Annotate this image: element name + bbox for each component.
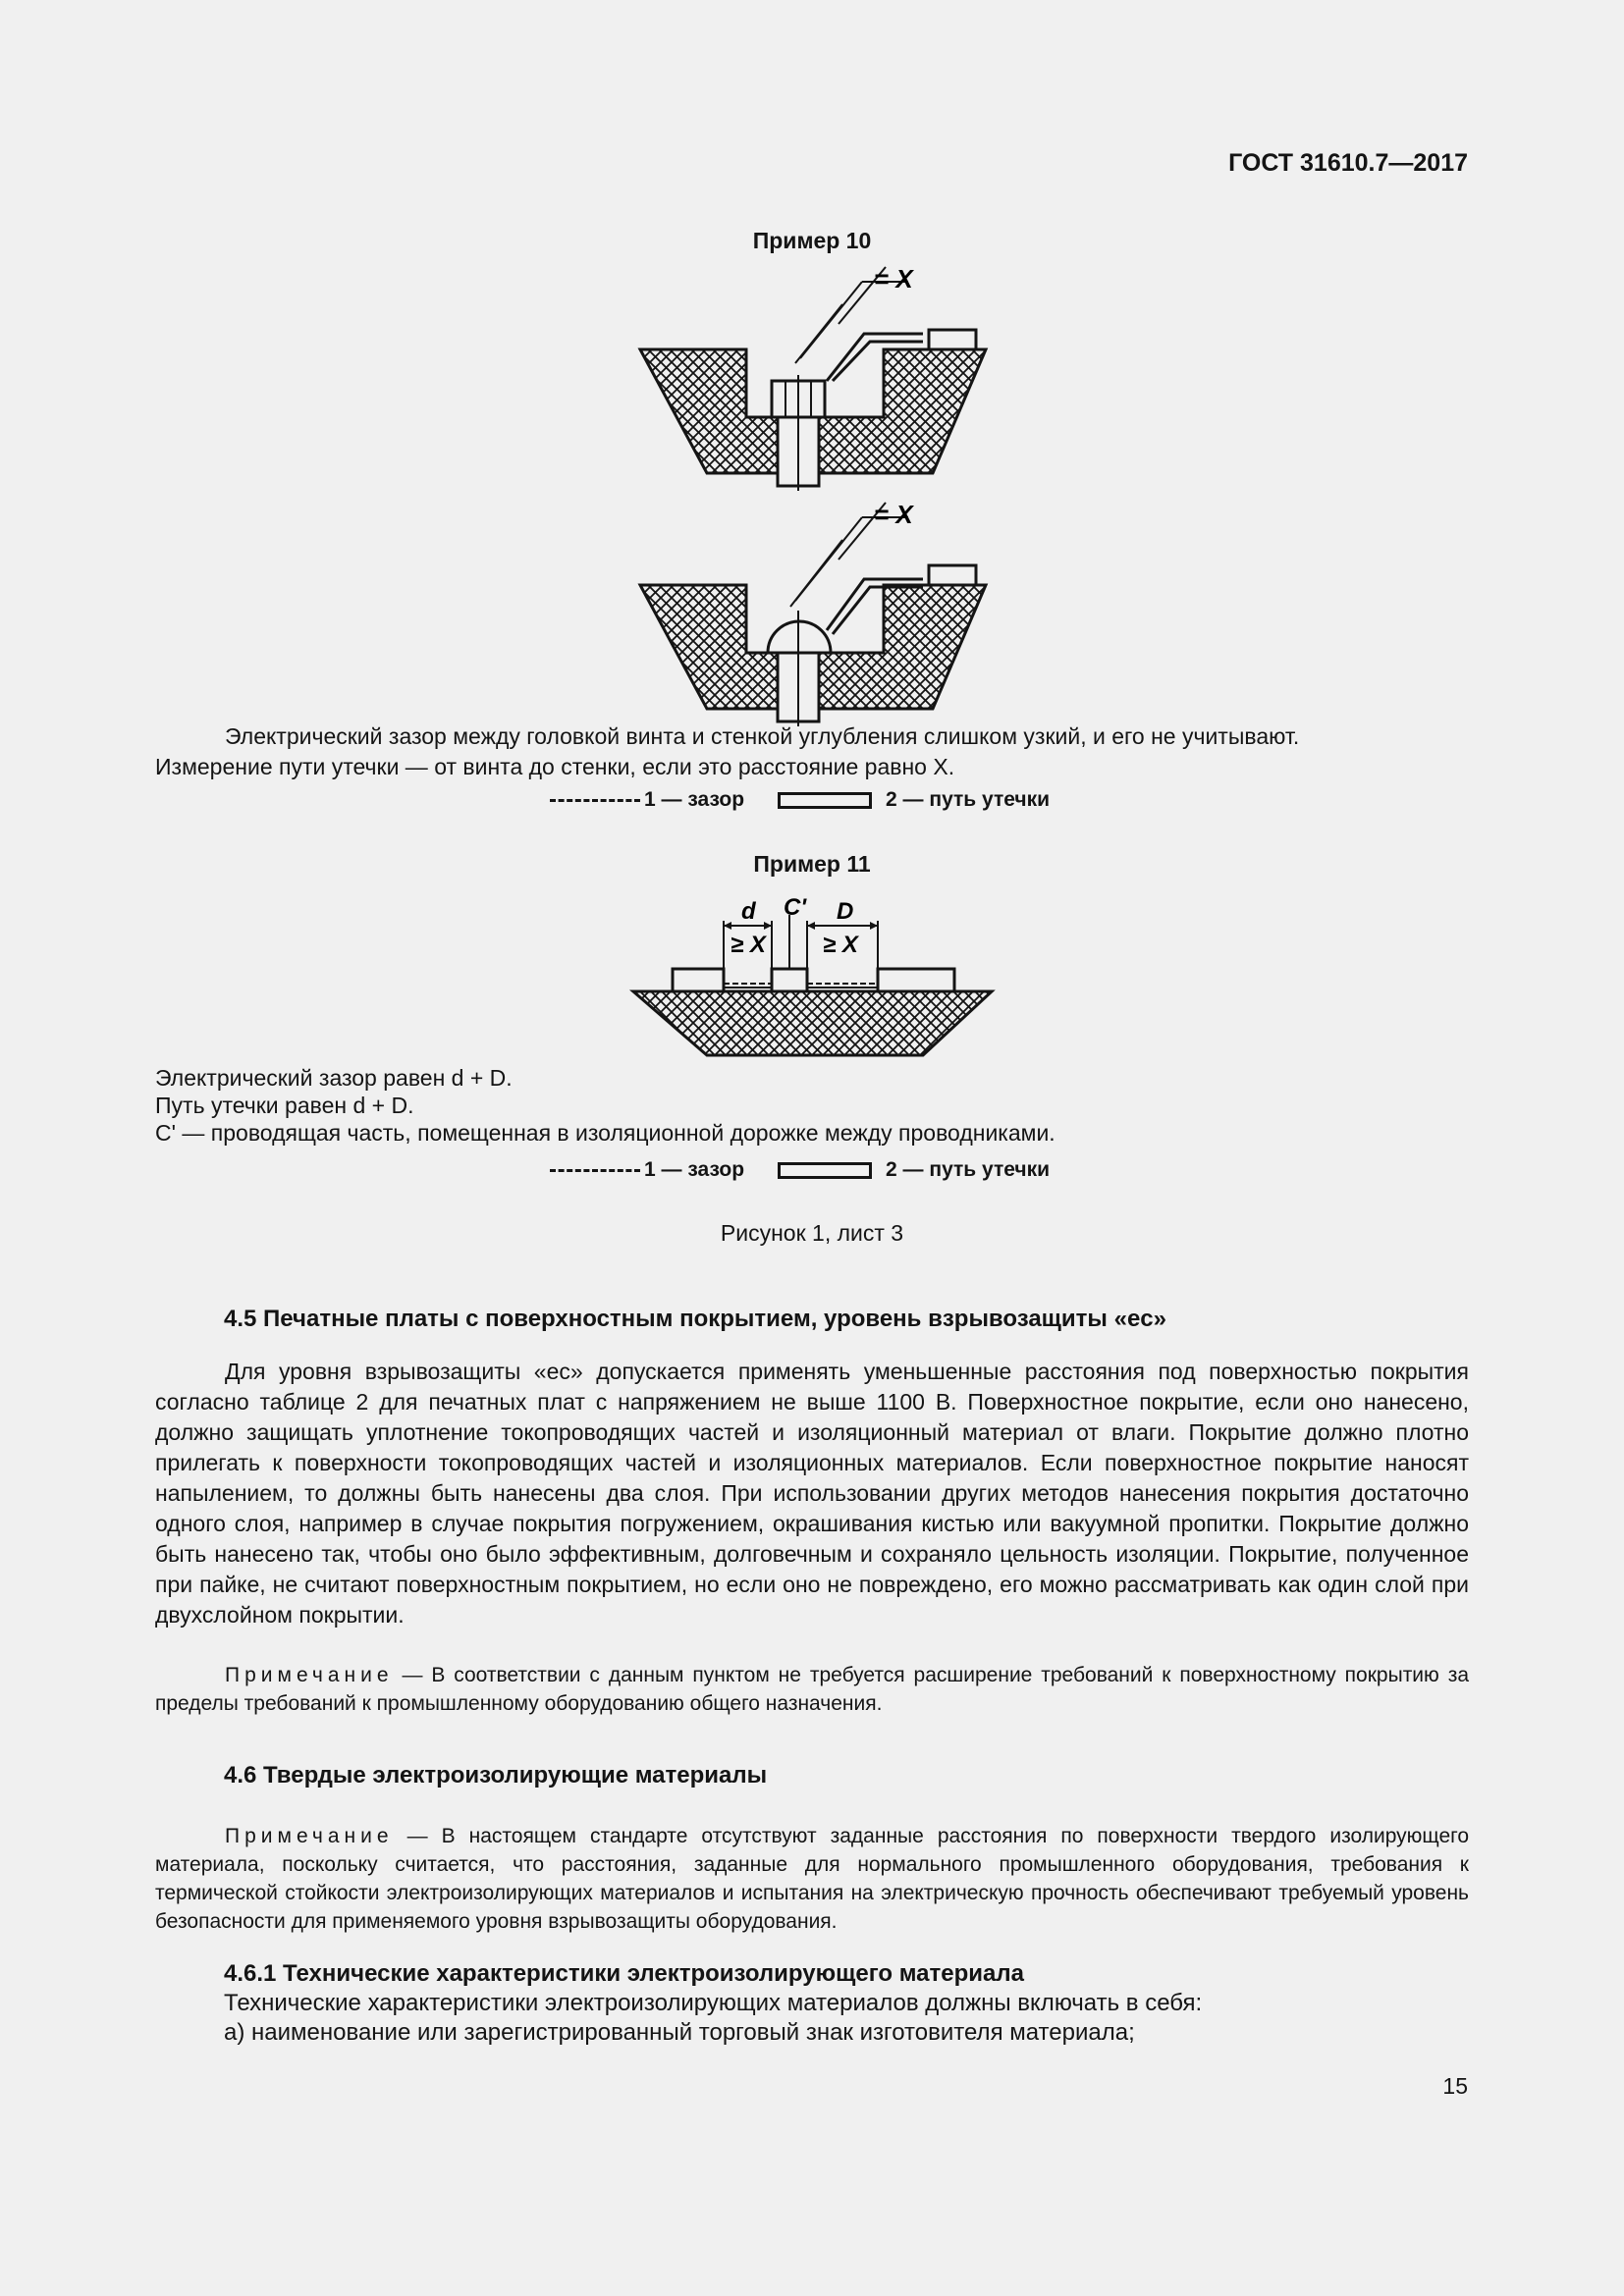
section-4-6-1-heading: 4.6.1 Технические характеристики электроизолирующего материала bbox=[224, 1960, 1024, 1987]
legend-path-label: 2 — путь утечки bbox=[886, 788, 1051, 811]
example-11-text-line1: Электрический зазор равен d + D. bbox=[155, 1065, 513, 1091]
section-4-5-heading: 4.5 Печатные платы с поверхностным покрытием, уровень взрывозащиты «ec» bbox=[224, 1306, 1166, 1332]
legend-gap-label: 1 — зазор bbox=[644, 788, 745, 811]
example-11-text-line3: C' — проводящая часть, помещенная в изоляционной дорожке между проводниками. bbox=[155, 1120, 1056, 1146]
section-4-6-note bbox=[155, 1822, 1469, 1936]
example-10-text-line2: Измерение пути утечки — от винта до стенки, если это расстояние равно X. bbox=[155, 754, 955, 779]
gap-line-icon bbox=[550, 799, 640, 802]
section-4-6-heading: 4.6 Твердые электроизолирующие материалы bbox=[224, 1762, 768, 1789]
figure-caption: Рисунок 1, лист 3 bbox=[720, 1220, 904, 1246]
section-4-5-body: Для уровня взрывозащиты «ec» допускается применять уменьшенные расстояния под поверхностью покрытия согласно таблице 2 для печатных плат с напряжением не выше 1100 В. Поверхностное покрытие, если оно нанесено, должно защищать уплотнение токопроводящих частей и изоляционный материал от влаги. Покрытие должно плотно прилегать к поверхности токопроводящих частей и изоляционных материалов. Если поверхностное покрытие наносят напылением, то должны быть нанесены два слоя. При использовании других методов нанесения покрытия достаточно одного слоя, например в случае покрытия погружением, окрашивания кистью или вакуумной пропитки. Покрытие должно быть нанесено так, чтобы оно было эффективным, долговечным и сохраняло цельность изоляции. Покрытие, полученное при пайке, не считают поверхностным покрытием, но если оно не повреждено, его можно рассматривать как один слой при двухслойном покрытии. bbox=[155, 1359, 1469, 1628]
gap-line-icon bbox=[550, 1169, 640, 1172]
creepage-path-icon bbox=[778, 792, 872, 809]
note-label: Примечание bbox=[225, 1825, 394, 1847]
note-label: Примечание bbox=[225, 1664, 394, 1686]
label-ge-x-right: ≥ X bbox=[823, 932, 858, 958]
note-text: — В настоящем стандарте отсутствуют заданные расстояния по поверхности твердого изолирующего материала, поскольку считается, что расстояния, заданные для нормального промышленного оборудования, требования к термической стойкости электроизолирующих материалов и испытания на электрическую прочность обеспечивают требуемый уровень безопасности для применяемого уровня взрывозащиты оборудования. bbox=[155, 1825, 1469, 1933]
example-11-text-line2: Путь утечки равен d + D. bbox=[155, 1093, 414, 1118]
example-11-title: Пример 11 bbox=[753, 851, 871, 877]
legend-path-label: 2 — путь утечки bbox=[886, 1158, 1051, 1181]
section-4-6-1-line2: а) наименование или зарегистрированный торговый знак изготовителя материала; bbox=[224, 2019, 1135, 2046]
note-text: — В соответствии с данным пунктом не требуется расширение требований к поверхностному покрытию за пределы требований к промышленному оборудованию общего назначения. bbox=[155, 1664, 1469, 1715]
legend-example-10 bbox=[550, 788, 1050, 812]
label-ge-x-left: ≥ X bbox=[731, 932, 766, 958]
creepage-path-icon bbox=[778, 1162, 872, 1179]
legend-example-11 bbox=[550, 1158, 1050, 1182]
example-10-drawing-bottom bbox=[628, 501, 1001, 726]
label-d: d bbox=[741, 898, 756, 925]
section-4-5-note bbox=[155, 1661, 1469, 1718]
example-11-drawing bbox=[628, 893, 1001, 1060]
label-c: C' bbox=[784, 894, 807, 921]
section-4-6-1-line1: Технические характеристики электроизолирующих материалов должны включать в себя: bbox=[224, 1990, 1203, 2016]
example-10-drawing-top bbox=[628, 265, 1001, 491]
document-header: ГОСТ 31610.7—2017 bbox=[1228, 149, 1468, 177]
example-10-text-line1: Электрический зазор между головкой винта и стенкой углубления слишком узкий, и его не учитывают. bbox=[225, 723, 1300, 749]
label-D: D bbox=[837, 898, 854, 925]
dim-label-bottom: = X bbox=[874, 501, 913, 529]
legend-gap-label: 1 — зазор bbox=[644, 1158, 745, 1181]
dim-label-top: = X bbox=[874, 265, 913, 294]
example-10-title: Пример 10 bbox=[752, 228, 872, 253]
page-number: 15 bbox=[1442, 2073, 1468, 2099]
